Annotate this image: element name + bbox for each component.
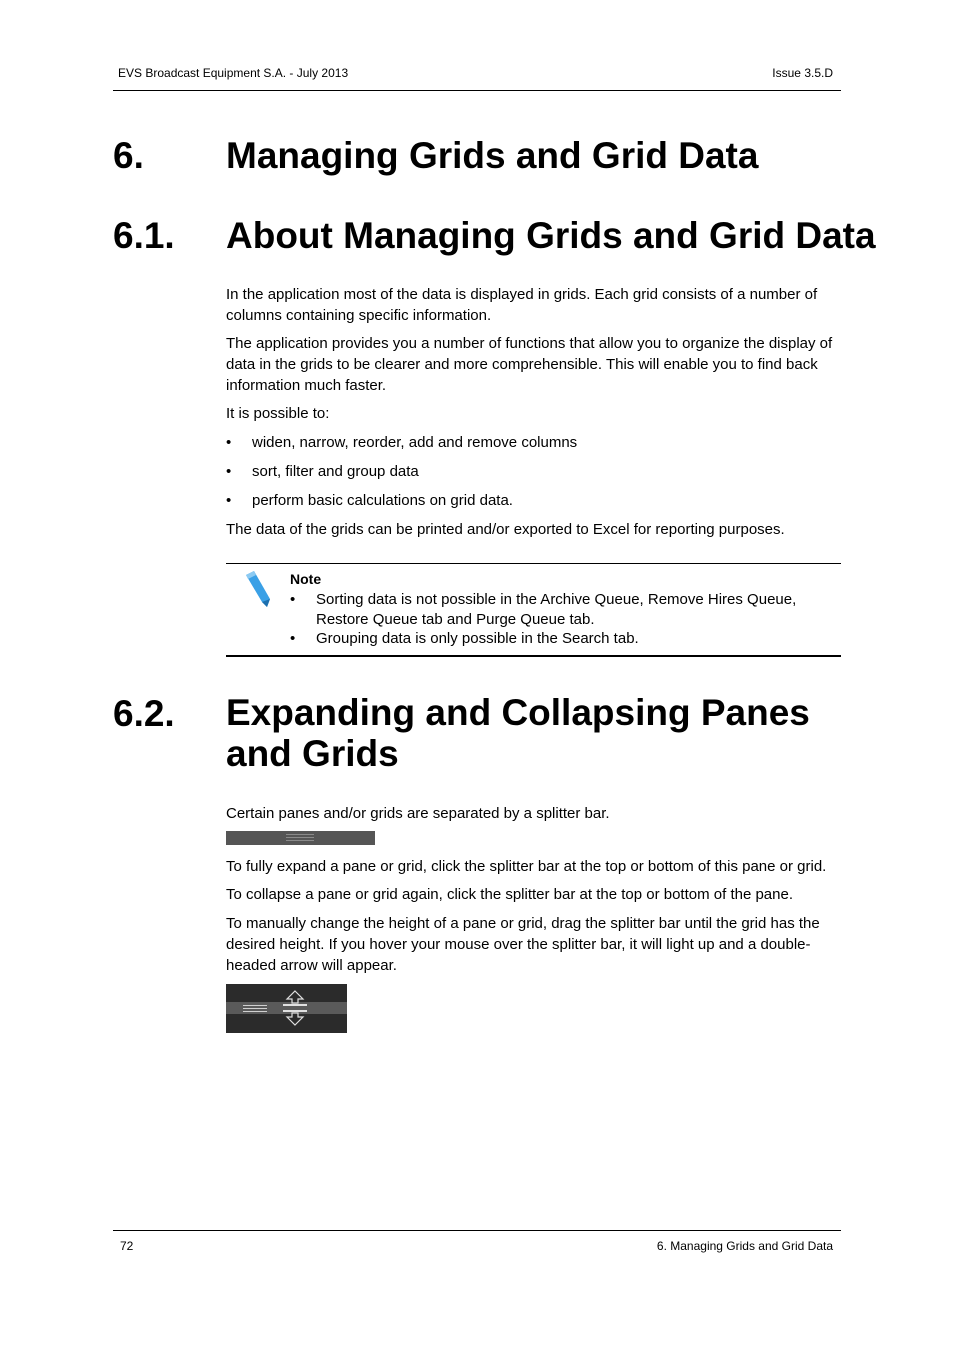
note-box: [226, 563, 841, 657]
bullet-marker: •: [226, 463, 232, 480]
paragraph: Certain panes and/or grids are separated by a splitter bar.: [226, 805, 610, 822]
section-number: 6.1.: [113, 215, 175, 256]
pencil-icon: [240, 569, 276, 609]
paragraph: To manually change the height of a pane or grid, drag the splitter bar until the grid has the desired height. If you hover your mouse over the splitter bar, it will light up and a double-headed arrow will appear.: [226, 915, 820, 974]
paragraph: It is possible to:: [226, 405, 330, 422]
splitter-bar-image: [226, 831, 375, 845]
list-item-text: sort, filter and group data: [252, 463, 419, 480]
paragraph: In the application most of the data is displayed in grids. Each grid consists of a number of columns containing specific information.: [226, 286, 818, 324]
paragraph: To collapse a pane or grid again, click the splitter bar at the top or bottom of the pane.: [226, 886, 794, 903]
list-item-text: widen, narrow, reorder, add and remove columns: [252, 434, 578, 451]
paragraph: The data of the grids can be printed and/or exported to Excel for reporting purposes.: [226, 521, 785, 538]
bullet-marker: •: [226, 434, 232, 451]
note-item-text: Grouping data is only possible in the Search tab.: [316, 630, 639, 647]
section-title: Expanding and Collapsing Panes and Grids: [226, 692, 810, 774]
list-item-text: perform basic calculations on grid data.: [252, 492, 513, 509]
header-issue: Issue 3.5.D: [772, 66, 833, 80]
page-header: [113, 66, 841, 91]
page-number: 72: [120, 1239, 134, 1253]
chapter-title: Managing Grids and Grid Data: [226, 135, 759, 176]
note-item-text: Sorting data is not possible in the Archive Queue, Remove Hires Queue, Restore Queue tab and Purge Queue tab.: [316, 591, 797, 628]
bullet-marker: •: [226, 492, 232, 509]
section-title: About Managing Grids and Grid Data: [226, 215, 876, 256]
note-title: Note: [290, 571, 322, 587]
splitter-hover-image: [226, 984, 347, 1033]
splitter-grip-icon: [286, 834, 314, 842]
bullet-marker: •: [290, 591, 296, 608]
page-footer: [113, 1230, 841, 1253]
splitter-grip-icon: [243, 1003, 267, 1013]
paragraph: To fully expand a pane or grid, click the splitter bar at the top or bottom of this pane or grid.: [226, 858, 827, 875]
footer-chapter: 6. Managing Grids and Grid Data: [656, 1239, 833, 1253]
header-publisher: EVS Broadcast Equipment S.A. - July 2013: [118, 66, 349, 80]
section-number: 6.2.: [113, 693, 175, 734]
bullet-marker: •: [290, 630, 296, 647]
chapter-number: 6.: [113, 135, 144, 176]
double-headed-arrow-icon: [281, 990, 309, 1026]
paragraph: The application provides you a number of functions that allow you to organize the display of data in the grids to be clearer and more comprehensible. This will enable you to find back information much faster.: [226, 335, 833, 394]
